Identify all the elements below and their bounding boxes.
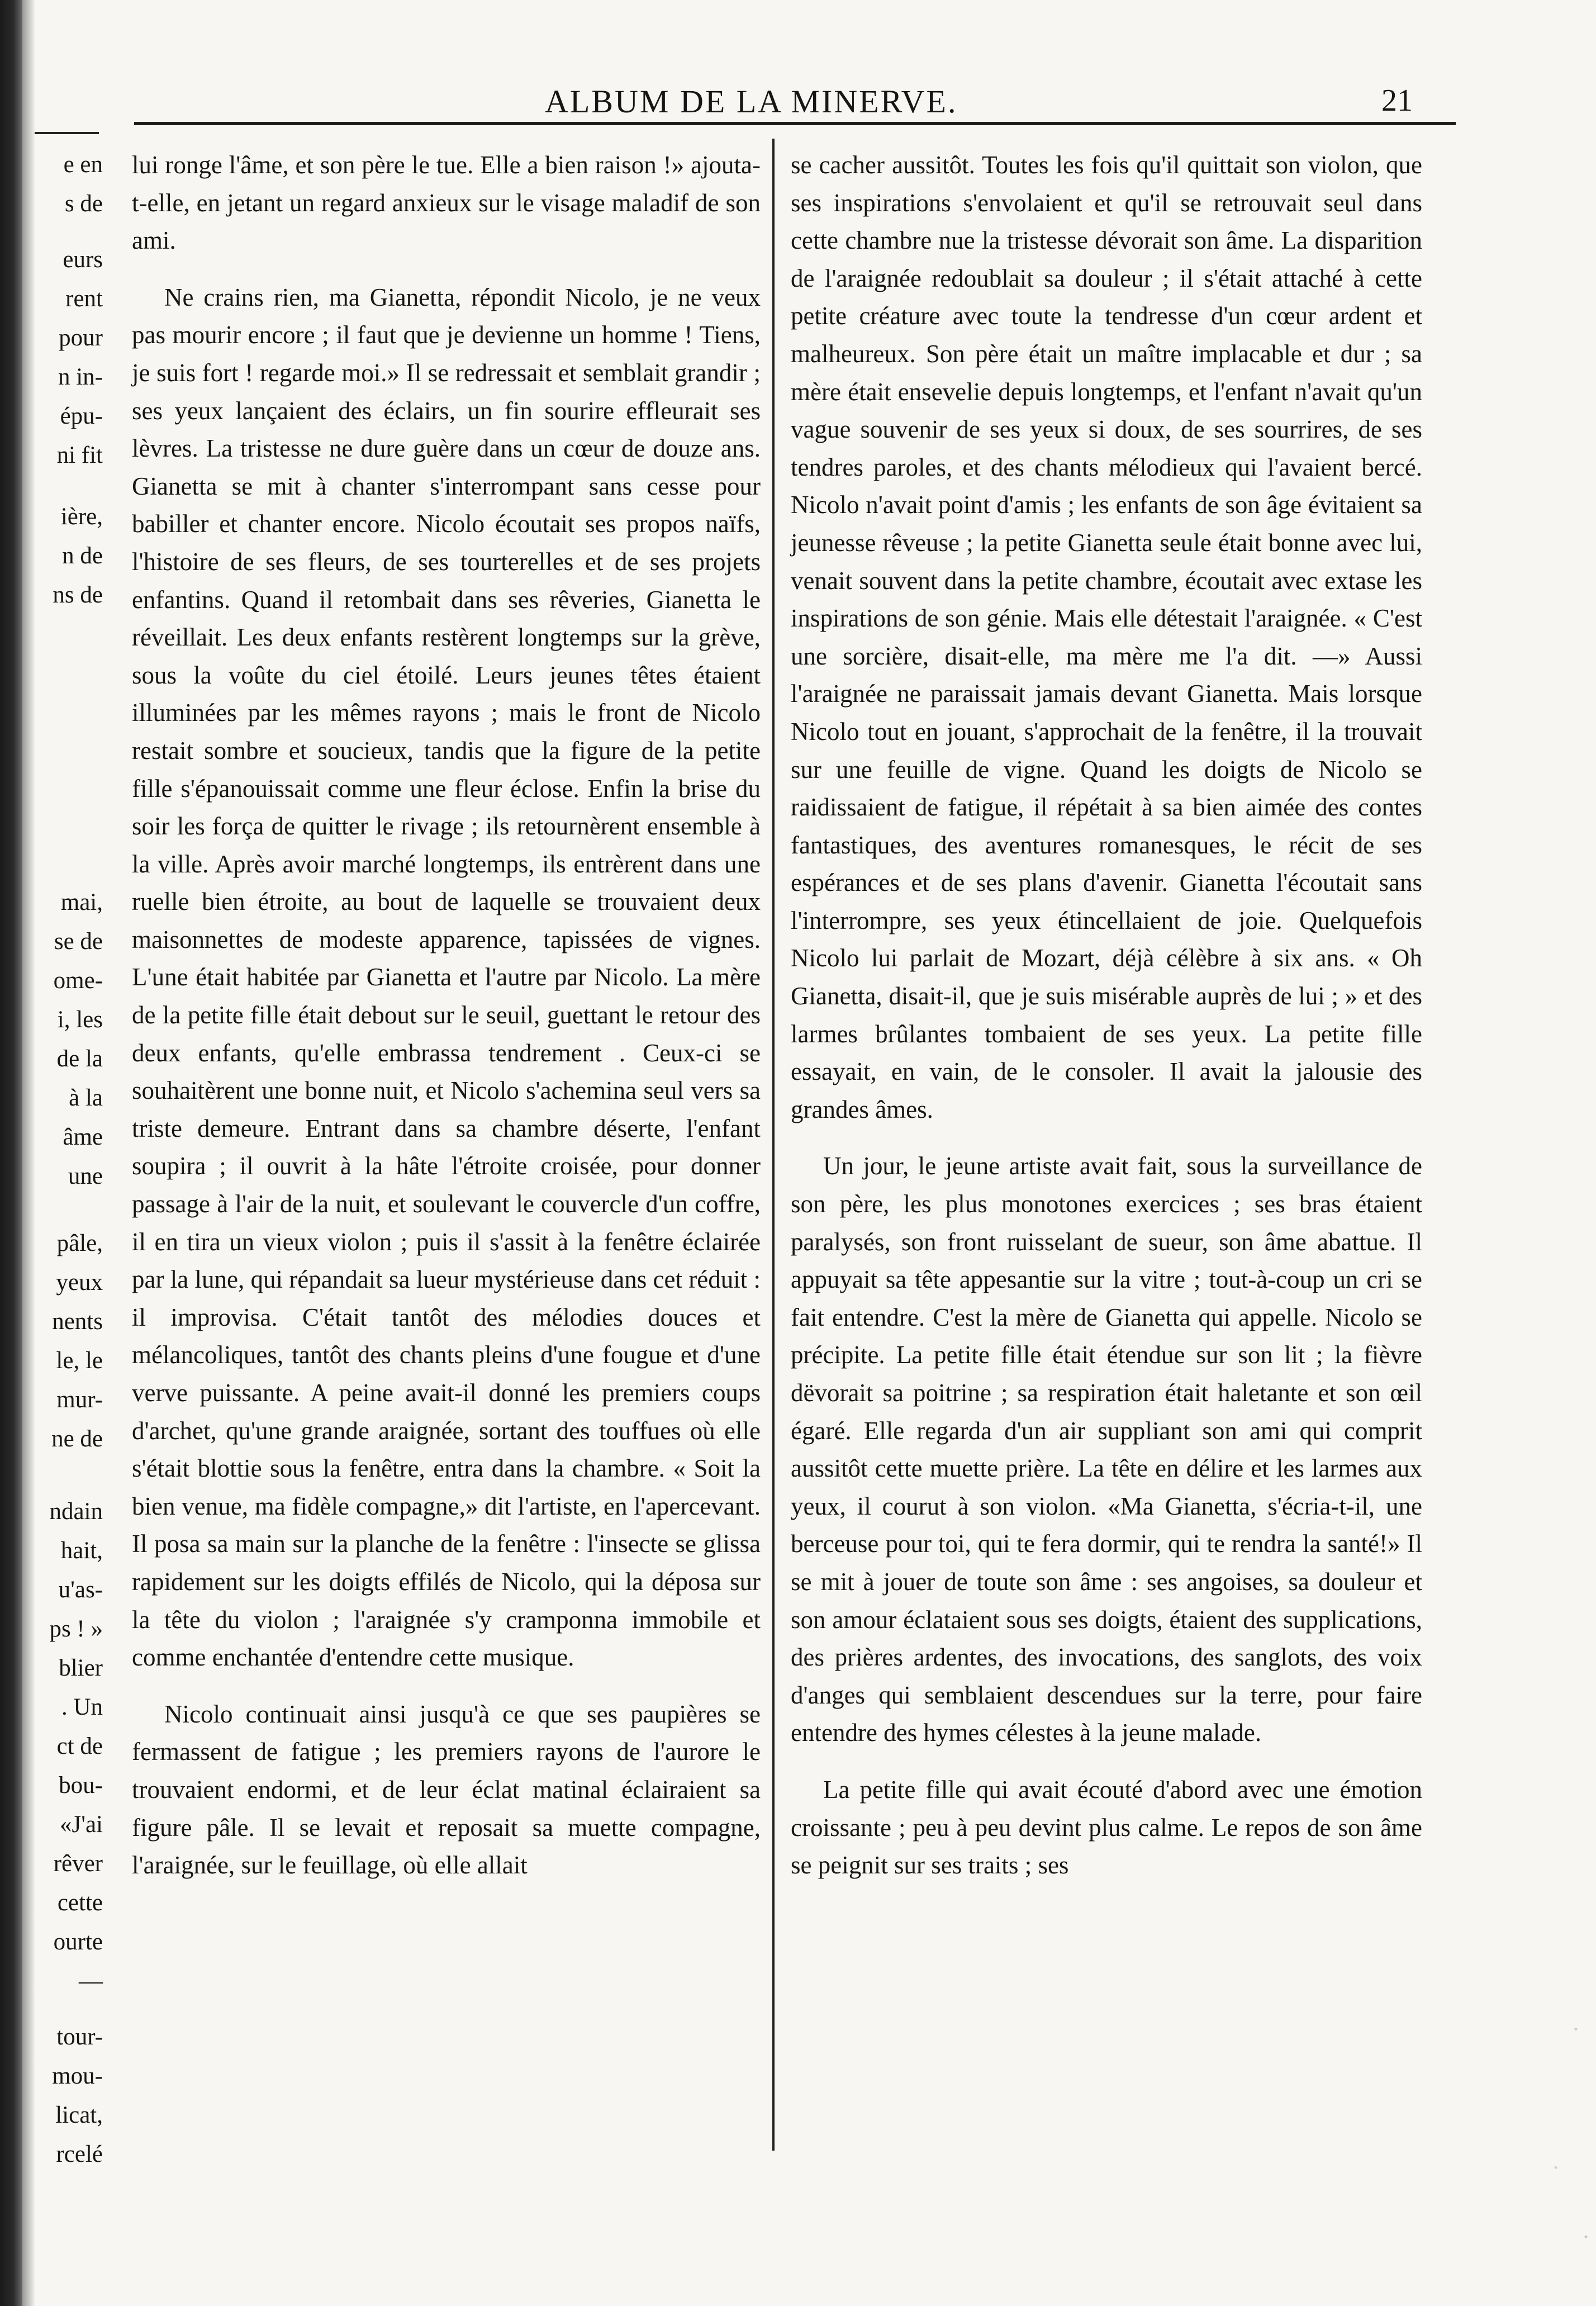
margin-fragment: de la	[56, 1046, 103, 1072]
margin-fragment: ndain	[49, 1498, 103, 1525]
margin-fragment: ct de	[56, 1733, 103, 1759]
margin-fragment: mou-	[52, 2063, 103, 2089]
paragraph: Nicolo continuait ainsi jusqu'à ce que ses paupières se fermassent de fatigue ; les premiers rayons de l'aurore le trouvaient endormi, et de leur éclat matinal éclairaient sa figure pâle. Il se levait et reposait sa muette compagne, l'araignée, sur le feuillage, où elle allait	[132, 1700, 761, 1880]
margin-fragment: ne de	[51, 1426, 103, 1452]
margin-fragment: mur-	[56, 1387, 103, 1413]
binding-fade	[22, 0, 35, 2306]
margin-fragment: ns de	[53, 582, 103, 608]
margin-fragment: ière,	[60, 504, 103, 530]
header-rule	[134, 122, 1456, 125]
margin-fragment: nents	[52, 1308, 103, 1335]
margin-fragment: ome-	[53, 967, 103, 994]
margin-fragment: se de	[54, 928, 103, 955]
margin-fragment: e en	[63, 151, 103, 178]
margin-fragment: âme	[63, 1124, 103, 1150]
margin-fragment: mai,	[60, 889, 103, 915]
margin-fragment: à la	[69, 1085, 103, 1111]
margin-fragment: . Un	[61, 1694, 103, 1720]
paragraph: Ne crains rien, ma Gianetta, répondit Nicolo, je ne veux pas mourir encore ; il faut que je devienne un homme ! Tiens, je suis fort ! regarde moi.» Il se redressait et semblait grandir ; ses yeux lançaient des éclairs, un fin sourire effleurait ses lèvres. La tristesse ne dure guère dans un cœur de douze ans. Gianetta se mit à chanter s'interrompant sans cesse pour babiller et chanter encore. Nicolo écoutait ses propos naïfs, l'histoire de ses fleurs, de ses tourterelles et de ses projets enfantins. Quand il retombait dans ses rêveries, Gianetta le réveillait. Les deux enfants restèrent longtemps sur la grève, sous la voûte du ciel étoilé. Leurs jeunes têtes étaient illuminées par les mêmes rayons ; mais le front de Nicolo restait sombre et soucieux, tandis que la figure de la petite fille s'épanouissait comme une fleur éclose. Enfin la brise du soir les força de quitter le rivage ; ils retournèrent ensemble à la ville. Après avoir marché longtemps, ils entrèrent dans une ruelle bien étroite, au bout de laquelle se trouvaient deux maisonnettes de modeste apparence, tapissées de vignes. L'une était habitée par Gianetta et l'autre par Nicolo. La mère de la petite fille était debout sur le seuil, guettant le retour des deux enfants, qu'elle embrassa tendrement . Ceux-ci se souhaitèrent une bonne nuit, et Nicolo s'achemina seul vers sa triste demeure. Entrant dans sa chambre déserte, l'enfant soupira ; il ouvrit à la hâte l'étroite croisée, pour donner passage à l'air de la nuit, et soulevant le couvercle d'un coffre, il en tira un vieux violon ; puis il s'assit à la fenêtre éclairée par la lune, qui répandait sa lueur mystérieuse dans cet réduit : il improvisa. C'était tantôt des mélodies douces et mélancoliques, tantôt des chants pleins d'une fougue et d'une verve puissante. A peine avait-il donné les premiers coups d'archet, qu'une grande araignée, sortant des touffues où elle s'était blottie sous la fenêtre, entra dans la chambre. « Soit la bien venue, ma fidèle compagne,» dit l'artiste, en l'apercevant. Il posa sa main sur la planche de la fenêtre : l'insecte se glissa rapidement sur les doigts effilés de Nicolo, qui la déposa sur la tête du violon ; l'araignée s'y cramponna immobile et comme enchantée d'entendre cette musique.	[132, 283, 761, 1672]
page-number: 21	[1381, 83, 1413, 118]
previous-column-fragments	[37, 0, 106, 2306]
paragraph: lui ronge l'âme, et son père le tue. Elle a bien raison !» ajouta-t-elle, en jetant un regard anxieux sur le visage maladif de son ami.	[132, 151, 761, 255]
margin-fragment: yeux	[56, 1269, 103, 1296]
margin-fragment: u'as-	[58, 1577, 103, 1603]
left-column	[132, 146, 761, 1885]
margin-fragment: bou-	[59, 1772, 103, 1799]
margin-fragment: i, les	[57, 1007, 103, 1033]
right-column	[791, 146, 1422, 1885]
paragraph: se cacher aussitôt. Toutes les fois qu'il quittait son violon, que ses inspirations s'envolaient et qu'il se retrouvait seul dans cette chambre nue la tristesse dévorait son âme. La disparition de l'araignée redoublait sa douleur ; il s'était attaché à cette petite créature avec toute la tendresse d'un cœur ardent et malheureux. Son père était un maître implacable et dur ; sa mère était ensevelie depuis longtemps, et l'enfant n'avait qu'un vague souvenir de ses yeux si doux, de ses sourrires, de ses tendres paroles, et des chants mélodieux qui l'avaient bercé. Nicolo n'avait point d'amis ; les enfants de son âge évitaient sa jeunesse rêveuse ; la petite Gianetta seule était bonne avec lui, venait souvent dans la petite chambre, écoutait avec extase les inspirations de son génie. Mais elle détestait l'araignée. « C'est une sorcière, disait-elle, ma mère me l'a dit. —» Aussi l'araignée ne paraissait jamais devant Gianetta. Mais lorsque Nicolo tout en jouant, s'approchait de la fenêtre, il la trouvait sur une feuille de vigne. Quand les doigts de Nicolo se raidissaient de fatigue, il répétait à sa bien aimée des contes fantastiques, des aventures romanesques, le récit de ses espérances et de ses plans d'avenir. Gianetta l'écoutait sans l'interrompre, ses yeux étincellaient de joie. Quelquefois Nicolo lui parlait de Mozart, déjà célèbre à six ans. « Oh Gianetta, disait-il, que je suis misérable auprès de lui ; » et des larmes brûlantes tombaient de ses yeux. La petite fille essayait, en vain, de le consoler. Il avait la jalousie des grandes âmes.	[791, 151, 1422, 1123]
margin-fragment: n in-	[58, 364, 103, 390]
margin-fragment: «J'ai	[59, 1811, 103, 1838]
margin-fragment: —	[79, 1968, 103, 1994]
margin-fragment: une	[68, 1163, 103, 1189]
paragraph: Un jour, le jeune artiste avait fait, sous la surveillance de son père, les plus monotones exercices ; ses bras étaient paralysés, son front ruisselant de sueur, son âme abattue. Il appuyait sa tête appesantie sur la vitre ; tout-à-coup un cri se fait entendre. C'est la mère de Gianetta qui appelle. Nicolo se précipite. La petite fille était étendue sur son lit ; la fièvre dëvorait sa poitrine ; sa respiration était haletante et son œil égaré. Elle regarda d'un air suppliant son ami qui comprit aussitôt cette muette prière. La tête en délire et les larmes aux yeux, il courut à son violon. «Ma Gianetta, s'écria-t-il, une berceuse pour toi, qui te fera dormir, qui te rendra la santé!» Il se mit à jouer de toute son âme : ses angoises, sa douleur et son amour éclataient sous ses doigts, étaient des supplications, des prières ardentes, des invocations, des sanglots, des voix d'anges qui semblaient descendues sur la terre, pour faire entendre des hymes célestes à la jeune malade.	[791, 1152, 1422, 1747]
column-divider	[772, 139, 775, 2151]
margin-fragment: le, le	[56, 1347, 103, 1374]
margin-fragment: licat,	[55, 2102, 103, 2128]
margin-fragment: ni fit	[56, 442, 103, 468]
margin-fragment: tour-	[56, 2024, 103, 2050]
margin-fragment: n de	[62, 543, 103, 569]
binding-shadow	[0, 0, 22, 2306]
paper-specks	[1495, 1844, 1596, 2306]
margin-fragment: ourte	[53, 1929, 103, 1955]
margin-fragment: épu-	[60, 403, 103, 429]
margin-fragment: rêver	[53, 1851, 103, 1877]
margin-fragment: eurs	[63, 246, 103, 273]
margin-fragment: cette	[57, 1890, 103, 1916]
margin-fragment: pour	[59, 325, 103, 351]
margin-fragment: pâle,	[56, 1230, 103, 1256]
paragraph: La petite fille qui avait écouté d'abord avec une émotion croissante ; peu à peu devint plus calme. Le repos de son âme se peignit sur ses traits ; ses	[791, 1775, 1422, 1880]
margin-fragment: blier	[59, 1655, 103, 1681]
margin-fragment: ps ! »	[49, 1616, 103, 1642]
margin-fragment: rent	[65, 286, 103, 312]
margin-fragment: hait,	[60, 1538, 103, 1564]
margin-fragment: s de	[64, 191, 103, 217]
margin-fragment: rcelé	[56, 2141, 103, 2167]
running-title: ALBUM DE LA MINERVE.	[545, 83, 958, 120]
